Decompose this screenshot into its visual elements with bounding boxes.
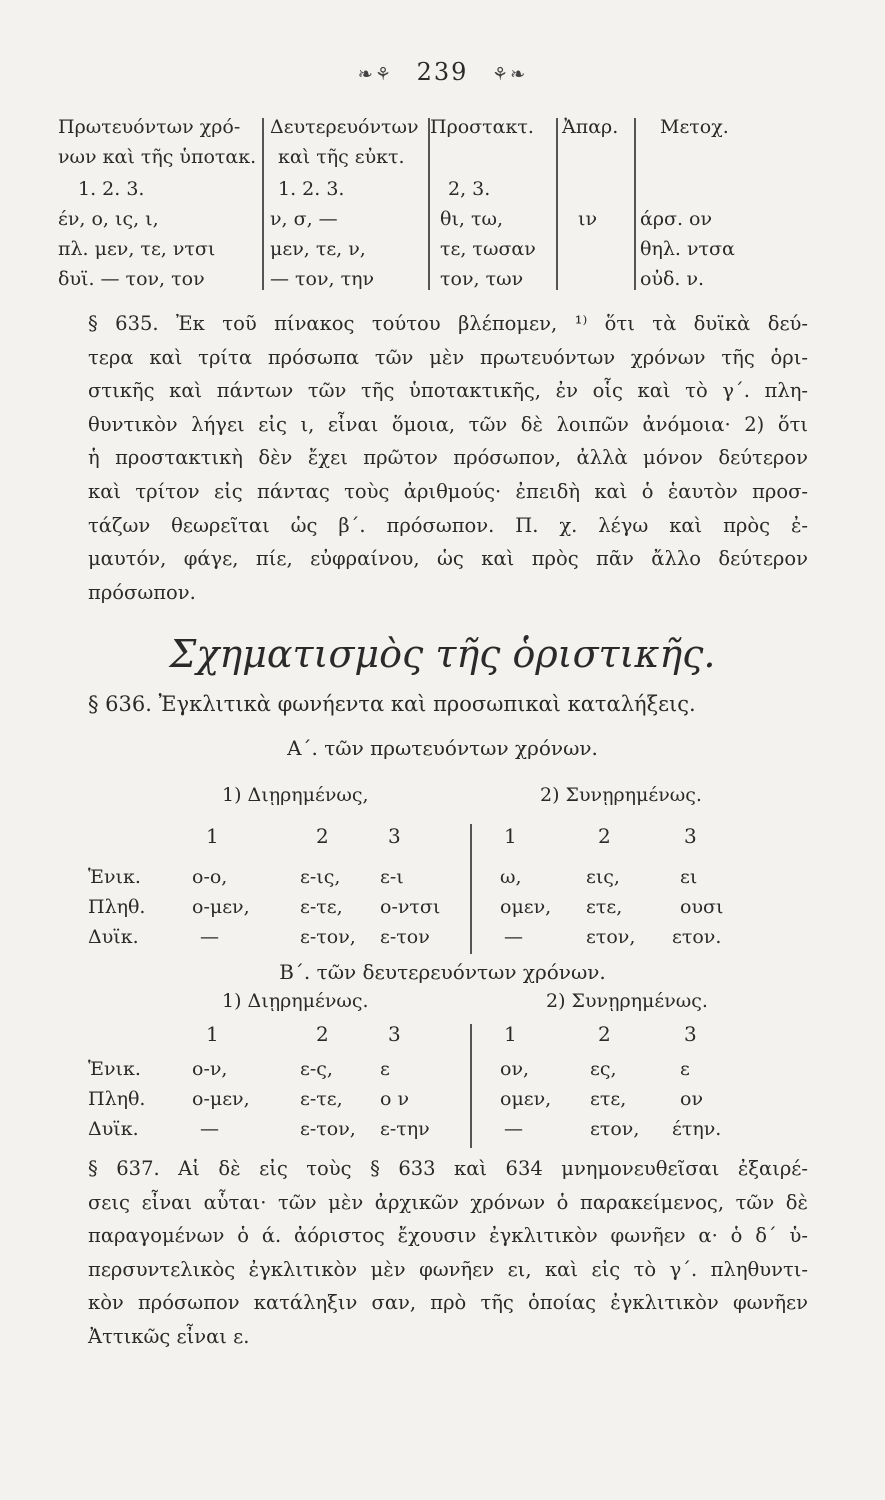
row-label: Πληθ. [88, 1088, 146, 1110]
section-636-heading: § 636. Ἐγκλιτικὰ φωνήεντα καὶ προσωπικαὶ καταλήξεις. [88, 692, 696, 716]
row-label: Δυϊκ. [88, 1118, 139, 1140]
table-cell: ο ν [380, 1088, 410, 1110]
col-number: 3 [388, 1022, 401, 1046]
page-number: 239 [416, 58, 469, 86]
section-637 [88, 1152, 808, 1354]
table-cell: ε [680, 1058, 690, 1080]
table-cell: δυϊ. — τον, τον [58, 268, 205, 290]
table-cell: ε-τον [380, 926, 430, 948]
col-number: 3 [684, 824, 697, 848]
table-cell: εις, [586, 866, 620, 888]
table-cell: ουσι [680, 896, 724, 918]
text-line: περσυντελικὸς ἐγκλιτικὸν μὲν φωνῆεν ει, καὶ εἰς τὸ γ΄. πληθυντι- [88, 1257, 808, 1281]
table-cell: ει [680, 866, 698, 888]
col3-head: Προστακτ. [430, 116, 534, 138]
text-line: τερα καὶ τρίτα πρόσωπα τῶν μὲν πρωτευόντων χρόνων τῆς ὁρι- [88, 345, 808, 369]
table-cell: ον, [500, 1058, 530, 1080]
table-cell: — [200, 1118, 219, 1140]
table-cell: ετον. [672, 926, 722, 948]
table-cell: ε [380, 1058, 390, 1080]
table-cell: ομεν, [500, 896, 552, 918]
table-cell: θηλ. ντσα [640, 238, 735, 260]
table-cell: ε-τε, [300, 896, 343, 918]
table-cell: έν, ο, ις, ι, [58, 208, 159, 230]
table-cell: μεν, τε, ν, [270, 238, 366, 260]
table-cell: ε-ς, [300, 1058, 333, 1080]
table-cell: — τον, την [270, 268, 375, 290]
table-cell: ον [680, 1088, 703, 1110]
col1-head-line1: Πρωτευόντων χρό- [58, 116, 241, 138]
table-cell: τε, τωσαν [440, 238, 536, 260]
row-label: Δυϊκ. [88, 926, 139, 948]
col1-numbers: 1. 2. 3. [78, 178, 145, 200]
col-number: 1 [206, 824, 219, 848]
table-cell: ε-ις, [300, 866, 341, 888]
table-cell: άρσ. ον [640, 208, 713, 230]
section-635 [88, 307, 808, 609]
table-cell: τον, των [440, 268, 524, 290]
part-b-right-head: 2) Συνῃρημένως. [546, 990, 708, 1012]
table-cell: ω, [500, 866, 522, 888]
chapter-title: Σχηματισμὸς τῆς ὁριστικῆς. [169, 632, 716, 676]
table-cell: ν, σ, — [270, 208, 338, 230]
text-line: κὸν πρόσωπον κατάληξιν σαν, πρὸ τῆς ὁποίας ἐγκλιτικὸν φωνῆεν [88, 1291, 808, 1315]
part-a-left-head: 1) Διῃρημένως, [222, 784, 369, 806]
table-cell: ομεν, [500, 1088, 552, 1110]
col-number: 2 [316, 824, 329, 848]
table-divider [470, 824, 472, 954]
table-cell: έτην. [672, 1118, 722, 1140]
table-cell: οὐδ. ν. [640, 268, 705, 290]
table-cell: ε-την [380, 1118, 430, 1140]
part-a-right-head: 2) Συνῃρημένως. [540, 784, 702, 806]
table-cell: — [504, 926, 523, 948]
ornament-right-icon: ⚘❧ [492, 64, 528, 85]
table-cell: ες, [590, 1058, 617, 1080]
col-number: 3 [684, 1022, 697, 1046]
table-cell: — [200, 926, 219, 948]
table-cell: ο-ν, [192, 1058, 228, 1080]
table-divider [634, 118, 636, 290]
text-line: στικῆς καὶ πάντων τῶν τῆς ὑποτακτικῆς, ἐν οἷς καὶ τὸ γ΄. πλη- [88, 379, 808, 403]
row-label: Ἑνικ. [88, 1058, 141, 1080]
part-b-left-head: 1) Διῃρημένως. [222, 990, 369, 1012]
text-line: § 637. Αἱ δὲ εἰς τοὺς § 633 καὶ 634 μνημονευθεῖσαι ἐξαιρέ- [88, 1157, 808, 1180]
table-cell: ο-μεν, [192, 896, 250, 918]
table-cell: ο-ντσι [380, 896, 441, 918]
col1-head-line2: νων καὶ τῆς ὑποτακ. [58, 146, 257, 168]
page-header [0, 58, 885, 86]
text-line: σεις εἶναι αὗται· τῶν μὲν ἀρχικῶν χρόνων ὁ παρακείμενος, τῶν δὲ [88, 1190, 808, 1214]
table-cell: θι, τω, [440, 208, 504, 230]
col-number: 2 [598, 824, 611, 848]
part-a-heading: Α΄. τῶν πρωτευόντων χρόνων. [287, 736, 598, 760]
col2-head-line1: Δευτερευόντων [270, 116, 419, 138]
table-cell: ε-τον, [300, 926, 356, 948]
col2-numbers: 1. 2. 3. [278, 178, 345, 200]
table-divider [262, 118, 264, 290]
text-line: § 635. Ἐκ τοῦ πίνακος τούτου βλέπομεν, ¹⁾ ὅτι τὰ δυϊκὰ δεύ- [88, 312, 808, 335]
table-cell: ε-τον, [300, 1118, 356, 1140]
table-cell: ετον, [586, 926, 636, 948]
table-cell: ιν [578, 208, 597, 230]
part-b-heading: Β΄. τῶν δευτερευόντων χρόνων. [279, 960, 606, 984]
col-number: 3 [388, 824, 401, 848]
col3-numbers: 2, 3. [448, 178, 491, 200]
table-cell: ετε, [590, 1088, 627, 1110]
table-cell: — [504, 1118, 523, 1140]
table-cell: ε-τε, [300, 1088, 343, 1110]
text-line: παραγομένων ὁ ά. ἀόριστος ἔχουσιν ἐγκλιτικὸν φωνῆεν α· ὁ δ΄ ὑ- [88, 1224, 808, 1248]
table-divider [428, 118, 430, 290]
col-number: 1 [504, 1022, 517, 1046]
table-cell: ετε, [586, 896, 623, 918]
col2-head-line2: καὶ τῆς εὐκτ. [278, 146, 405, 168]
col-number: 2 [316, 1022, 329, 1046]
table-divider [470, 1024, 472, 1148]
col-number: 1 [206, 1022, 219, 1046]
ornament-left-icon: ❧⚘ [357, 64, 393, 85]
table-cell: ετον, [590, 1118, 640, 1140]
table-cell: ο-ο, [192, 866, 228, 888]
text-line: καὶ τρίτον εἰς πάντας τοὺς ἀριθμούς· ἐπειδὴ καὶ ὁ ἑαυτὸν προσ- [88, 479, 808, 503]
col-number: 1 [504, 824, 517, 848]
row-label: Ἑνικ. [88, 866, 141, 888]
table-cell: ο-μεν, [192, 1088, 250, 1110]
col5-head: Μετοχ. [660, 116, 729, 138]
col-number: 2 [598, 1022, 611, 1046]
text-line: ἡ προστακτικὴ δὲν ἔχει πρῶτον πρόσωπον, ἀλλὰ μόνον δεύτερον [88, 446, 808, 470]
text-line: θυντικὸν λήγει εἰς ι, εἶναι ὅμοια, τῶν δὲ λοιπῶν ἀνόμοια· 2) ὅτι [88, 412, 808, 436]
col4-head: Ἀπαρ. [562, 116, 619, 138]
table-cell: πλ. μεν, τε, ντσι [58, 238, 216, 260]
table-divider [556, 118, 558, 290]
text-line: Ἀττικῶς εἶναι ε. [88, 1324, 250, 1348]
text-line: μαυτόν, φάγε, πίε, εὐφραίνου, ὡς καὶ πρὸς πᾶν ἄλλο δεύτερον [88, 547, 808, 571]
table-cell: ε-ι [380, 866, 404, 888]
text-line: πρόσωπον. [88, 580, 196, 604]
row-label: Πληθ. [88, 896, 146, 918]
text-line: τάζων θεωρεῖται ὡς β΄. πρόσωπον. Π. χ. λέγω καὶ πρὸς ἐ- [88, 513, 808, 537]
